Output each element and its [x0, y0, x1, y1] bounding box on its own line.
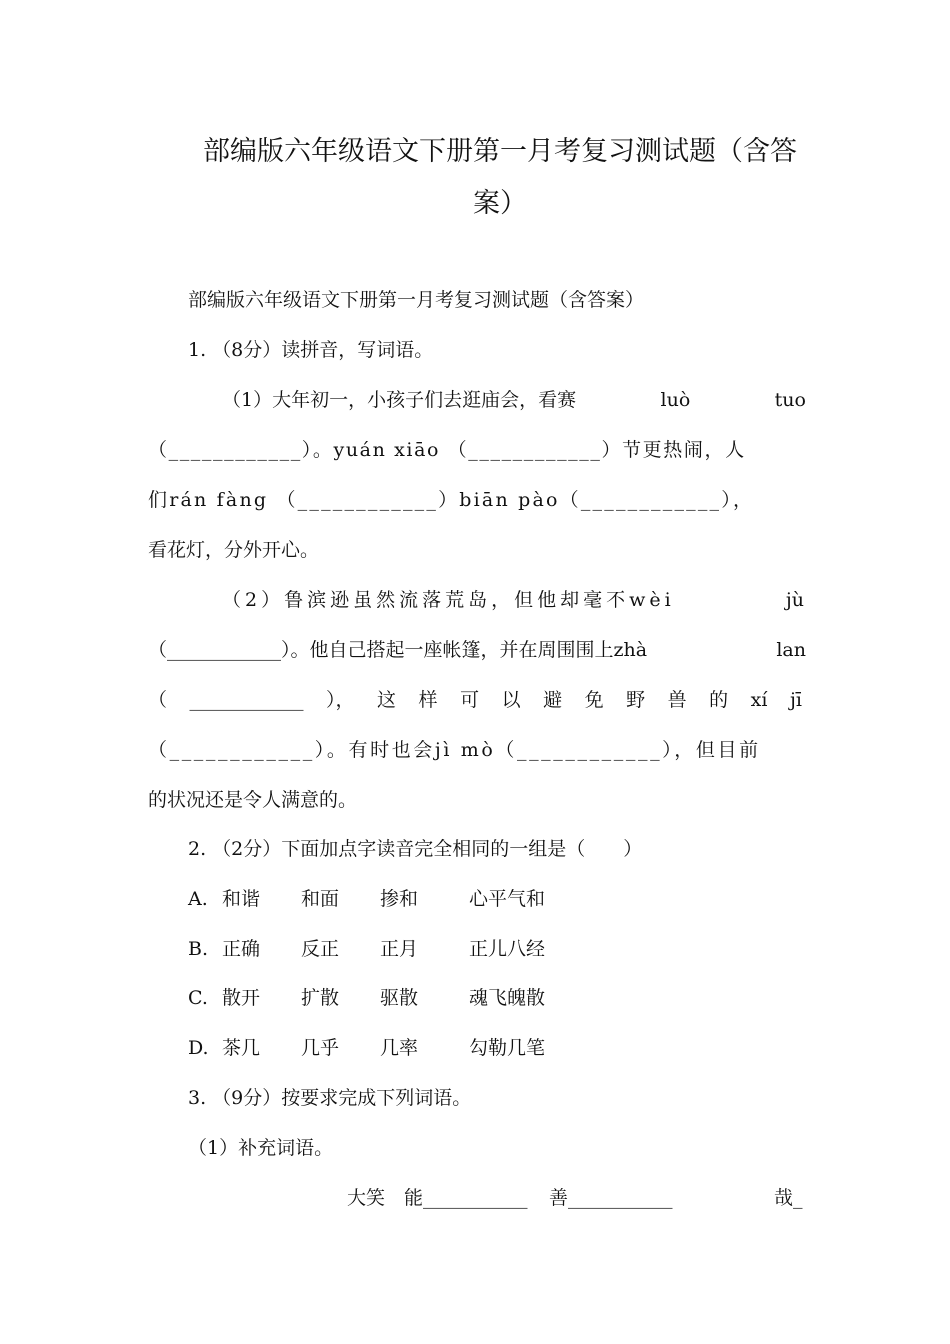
char: 这 [377, 689, 397, 711]
paren-close: ）， [326, 689, 355, 711]
char: 避 [543, 689, 563, 711]
q1-p2-line1 [222, 587, 804, 613]
q1-heading: 1. （8分）读拼音，写词语。 [188, 339, 434, 361]
pinyin-tuo: tuo [774, 389, 806, 411]
q1-p2-line3 [148, 687, 802, 713]
option-word: 勾勒几笔 [469, 1037, 546, 1059]
char: 的 [709, 689, 729, 711]
q1-p2-line5: 的状况还是令人满意的。 [148, 789, 358, 811]
pinyin-ju: jù [785, 589, 804, 611]
option-word: 几率 [380, 1037, 419, 1059]
q3-sub1: （1）补充词语。 [188, 1137, 334, 1159]
q1-p1-line2: （____________）。yuán xiāo （____________）节更热闹，人 [148, 439, 746, 461]
paren-open: （ [148, 689, 168, 711]
q1-p2-text: （2）鲁滨逊虽然流落荒岛，但他却毫不wèi [222, 589, 675, 611]
option-word: 驱散 [380, 987, 419, 1009]
q3-heading: 3. （9分）按要求完成下列词语。 [188, 1087, 472, 1109]
document-subtitle: 部编版六年级语文下册第一月考复习测试题（含答案） [188, 289, 645, 311]
q1-p1-line1 [222, 387, 806, 413]
answer-blank: ____________ [189, 689, 304, 711]
option-word: 正确 [222, 938, 261, 960]
option-word: 和谐 [222, 888, 261, 910]
q1-p2-line4: （____________）。有时也会jì mò（____________），但目前 [148, 739, 761, 761]
pinyin-lan: lan [776, 639, 806, 661]
option-word: 正月 [380, 938, 419, 960]
char: 兽 [667, 689, 687, 711]
option-word: 茶几 [222, 1037, 261, 1059]
char: 免 [584, 689, 604, 711]
option-word: 魂飞魄散 [469, 987, 546, 1009]
pinyin-ji: jī [789, 689, 802, 711]
option-letter: B. [188, 938, 209, 960]
q1-p2-text2: （____________）。他自己搭起一座帐篷，并在周围围上zhà [148, 639, 648, 661]
document-title-line2: 案） [473, 188, 527, 219]
option-letter: C. [188, 987, 208, 1009]
option-word: 几乎 [301, 1037, 340, 1059]
fill-word-d: 哉_ [774, 1187, 803, 1209]
option-word: 心平气和 [469, 888, 546, 910]
q1-p2-line2 [148, 637, 806, 663]
option-word: 正儿八经 [469, 938, 546, 960]
char: 可 [460, 689, 480, 711]
option-word: 扩散 [301, 987, 340, 1009]
q2-heading: 2. （2分）下面加点字读音完全相同的一组是（ ） [188, 838, 643, 860]
option-letter: A. [188, 888, 208, 910]
q1-p1-text: （1）大年初一，小孩子们去逛庙会，看赛 [222, 389, 577, 411]
option-word: 和面 [301, 888, 340, 910]
pinyin-xi: xí [750, 689, 768, 711]
option-letter: D. [188, 1037, 209, 1059]
fill-word-c: 善___________ [549, 1187, 673, 1209]
char: 以 [501, 689, 521, 711]
option-word: 反正 [301, 938, 340, 960]
char: 野 [626, 689, 646, 711]
q1-p1-line4: 看花灯，分外开心。 [148, 539, 320, 561]
fill-word-b: 能___________ [404, 1187, 528, 1209]
q1-p1-line3: 们rán fàng （____________）biān pào（____________）， [148, 489, 755, 511]
option-word: 散开 [222, 987, 261, 1009]
fill-word-a: 大笑 [347, 1187, 386, 1209]
option-word: 掺和 [380, 888, 419, 910]
pinyin-luo: luò [660, 389, 691, 411]
char: 样 [418, 689, 438, 711]
document-title-line1: 部编版六年级语文下册第一月考复习测试题（含答 [203, 136, 797, 167]
